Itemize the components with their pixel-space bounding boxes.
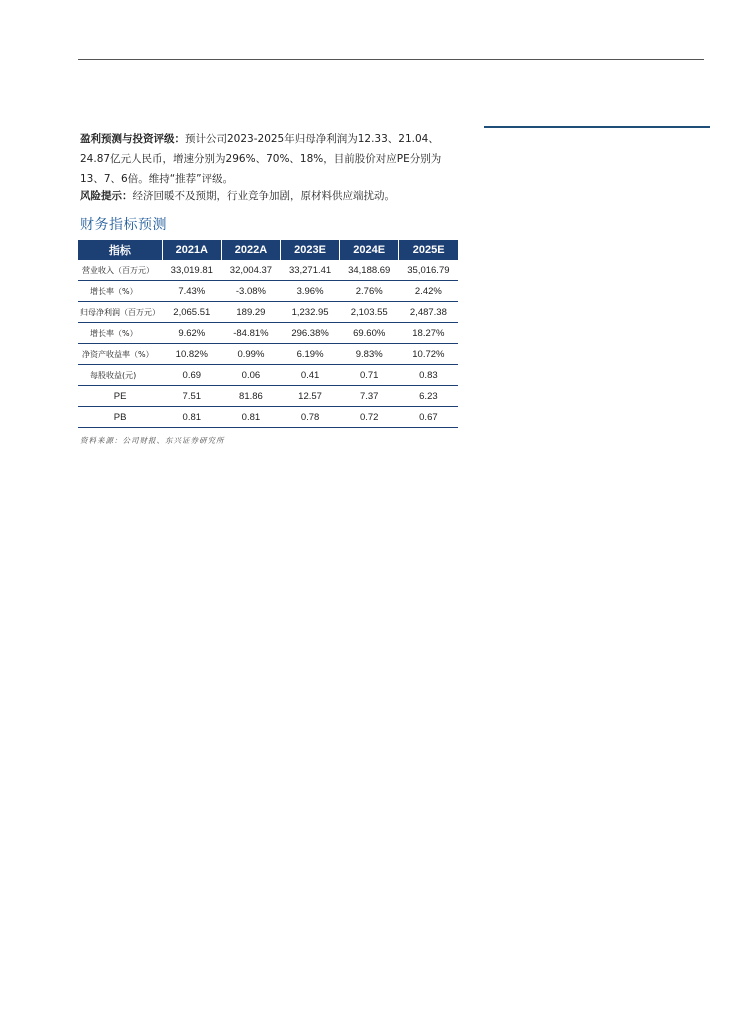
table-row (78, 407, 458, 428)
row-label: 归母净利润（百万元） (78, 302, 162, 323)
risk-text: 经济回暖不及预期，行业竞争加剧，原材料供应端扰动。 (132, 190, 395, 202)
header-cell: 2024E (340, 240, 399, 260)
table-cell: 32,004.37 (221, 260, 280, 281)
table-cell: 0.71 (340, 365, 399, 386)
table-row (78, 386, 458, 407)
section-title: 财务指标预测 (80, 217, 167, 233)
table-cell: 9.62% (162, 323, 221, 344)
table-row (78, 260, 458, 281)
forecast-text: 预计公司2023-2025年归母净利润为12.33、21.04、24.87亿元人民币，增速分别为296%、70%、18%，目前股价对应PE分别为13、7、6倍。维持“推荐”评级。 (80, 133, 442, 185)
table-cell: 33,271.41 (281, 260, 340, 281)
header-rule (78, 59, 704, 60)
financial-forecast-table (78, 240, 458, 428)
table-cell: 7.51 (162, 386, 221, 407)
table-cell: 34,188.69 (340, 260, 399, 281)
table-cell: 3.96% (281, 281, 340, 302)
table-cell: 0.69 (162, 365, 221, 386)
table-cell: 0.67 (399, 407, 458, 428)
table-cell: 1,232.95 (281, 302, 340, 323)
table-cell: 0.81 (221, 407, 280, 428)
table-cell: 0.81 (162, 407, 221, 428)
table-cell: 6.23 (399, 386, 458, 407)
table-row (78, 323, 458, 344)
table-cell: 9.83% (340, 344, 399, 365)
table-cell: 296.38% (281, 323, 340, 344)
table-cell: 0.99% (221, 344, 280, 365)
table-cell: 81.86 (221, 386, 280, 407)
table-cell: 33,019.81 (162, 260, 221, 281)
header-cell: 指标 (78, 240, 162, 260)
table-cell: -3.08% (221, 281, 280, 302)
sidebar-rule (484, 126, 710, 128)
table-cell: -84.81% (221, 323, 280, 344)
table-cell: 2.76% (340, 281, 399, 302)
row-label: 每股收益(元) (78, 365, 162, 386)
table-row (78, 365, 458, 386)
table-cell: 0.72 (340, 407, 399, 428)
header-cell: 2023E (281, 240, 340, 260)
forecast-lead: 盈利预测与投资评级： (80, 133, 185, 145)
table-cell: 10.72% (399, 344, 458, 365)
row-label: 增长率（%） (78, 323, 162, 344)
header-cell: 2021A (162, 240, 221, 260)
table-cell: 6.19% (281, 344, 340, 365)
source-note: 资料来源：公司财报、东兴证券研究所 (80, 436, 225, 445)
table-cell: 10.82% (162, 344, 221, 365)
table-row (78, 302, 458, 323)
table-cell: 69.60% (340, 323, 399, 344)
table-cell: 0.78 (281, 407, 340, 428)
table-cell: 2,487.38 (399, 302, 458, 323)
header-cell: 2022A (221, 240, 280, 260)
table-row (78, 344, 458, 365)
table-header-row (78, 240, 458, 260)
risk-paragraph (80, 186, 465, 206)
table-cell: 0.83 (399, 365, 458, 386)
table-cell: 7.43% (162, 281, 221, 302)
table-cell: 12.57 (281, 386, 340, 407)
table-cell: 0.41 (281, 365, 340, 386)
table-cell: 7.37 (340, 386, 399, 407)
row-label: PE (78, 386, 162, 407)
table-cell: 2,065.51 (162, 302, 221, 323)
row-label: PB (78, 407, 162, 428)
table-cell: 18.27% (399, 323, 458, 344)
row-label: 增长率（%） (78, 281, 162, 302)
table-cell: 2,103.55 (340, 302, 399, 323)
row-label: 营业收入（百万元） (78, 260, 162, 281)
table-cell: 0.06 (221, 365, 280, 386)
risk-lead: 风险提示： (80, 190, 133, 202)
table-cell: 35,016.79 (399, 260, 458, 281)
table-cell: 189.29 (221, 302, 280, 323)
forecast-paragraph (80, 129, 465, 189)
table-row (78, 281, 458, 302)
row-label: 净资产收益率（%） (78, 344, 162, 365)
table-cell: 2.42% (399, 281, 458, 302)
header-cell: 2025E (399, 240, 458, 260)
